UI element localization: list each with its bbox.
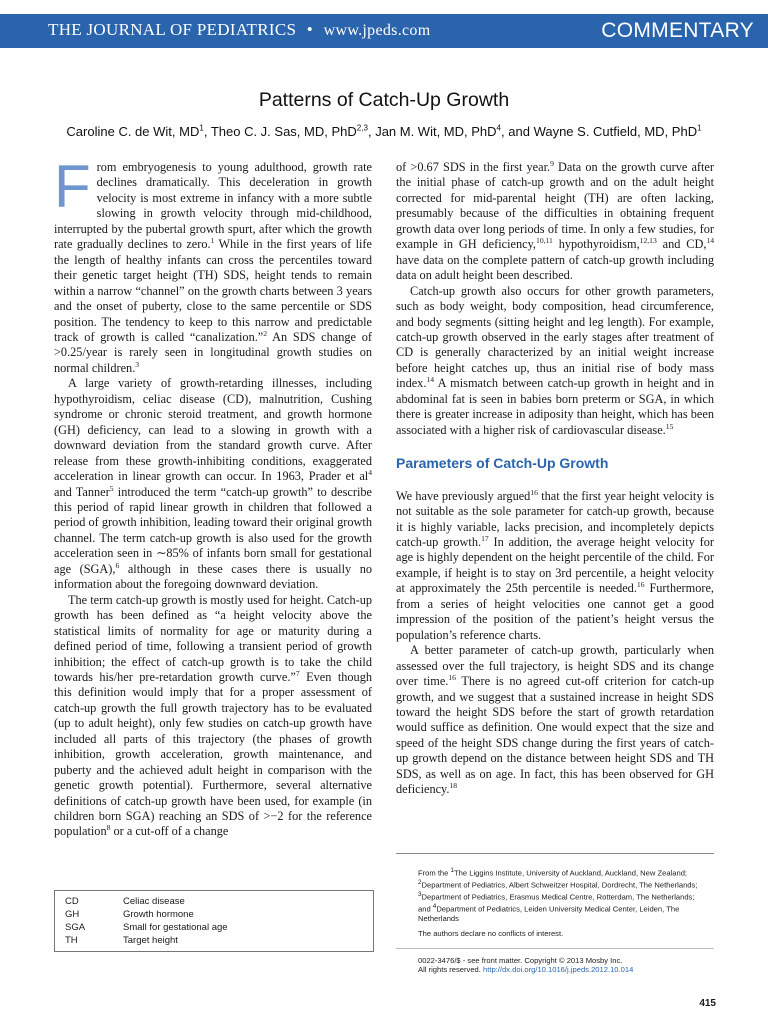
header-separator: •: [306, 20, 314, 39]
citation[interactable]: 12,13: [639, 236, 657, 246]
paragraph: [396, 160, 714, 284]
journal-initial-3: P: [196, 20, 207, 39]
text-run: The term catch-up growth is mostly used for height. Catch-up growth has been defined as “a height velocity above the statistical limits of normality for age or maturity during a defined period of time, following a transient period of growth inhibition; the effect of catch-up growth is to take the child towards his/her pre-retardation growth curve.”: [54, 592, 372, 684]
author-separator: ,: [367, 124, 376, 139]
journal-header: [48, 20, 430, 40]
author-separator: , and: [501, 124, 534, 139]
journal-url[interactable]: www.jpeds.com: [323, 22, 431, 39]
text-run: introduced the term “catch-up growth” to describe this period of rapid linear growth in children that followed a period of growth inhibition, leading toward their original growth channel. The term catch-up growth is also used for the growth acceleration seen in ∼85% of infants born small for gestational age (SGA),: [54, 484, 372, 576]
citation[interactable]: 16: [448, 672, 456, 682]
text-run: rom embryogenesis to young adulthood, growth rate declines dramatically. This deceleration in growth velocity is most extreme in infancy with a more subtle slowing in growth velocity through mid-childhood, interrupted by the pubertal growth spurt, after which the growth rate gradually declines to zero.: [54, 160, 372, 252]
affiliation-number: 1: [450, 867, 455, 874]
author-affiliation: 2,3: [356, 123, 368, 133]
author-name: Wayne S. Cutfield, MD, PhD: [533, 124, 698, 139]
author-list: [0, 124, 768, 139]
article-footnotes: [396, 853, 714, 974]
author-affiliation: 4: [496, 123, 502, 133]
affiliation-text: Department of Pediatrics, Erasmus Medical Centre, Rotterdam, The Netherlands;: [421, 892, 695, 902]
citation[interactable]: 16: [530, 487, 538, 497]
article-title: Patterns of Catch-Up Growth: [258, 89, 510, 111]
author-name: Theo C. J. Sas, MD, PhD: [210, 124, 357, 139]
affiliation-number: 2: [418, 878, 422, 886]
citation[interactable]: 9: [550, 158, 554, 168]
citation[interactable]: 6: [115, 560, 120, 570]
abbreviation-row: [55, 895, 373, 908]
abbreviation-row: [55, 921, 373, 934]
abbreviation-definition: Small for gestational age: [123, 922, 228, 933]
journal-initial-2: J: [86, 20, 94, 39]
text-run: and: [418, 904, 433, 914]
journal-rest-2: OURNAL OF: [93, 20, 197, 39]
text-run: have data on the complete pattern of catch-up growth including data on adult height been described.: [396, 252, 714, 283]
paragraph: [396, 643, 714, 798]
citation[interactable]: 14: [706, 236, 715, 246]
text-run: and CD,: [656, 237, 707, 252]
citation[interactable]: 10,11: [536, 236, 553, 246]
text-run: hypothyroidism,: [552, 237, 640, 252]
affiliation-number: 4: [432, 902, 437, 910]
abbreviation: GH: [65, 909, 80, 920]
text-run: that the first year height velocity is not suitable as the sole parameter for catch-up growth, because it is highly variable, lacks precision, and incompletely depicts catch-up growth.: [396, 488, 714, 549]
abbreviation-definition: Celiac disease: [123, 896, 185, 907]
citation[interactable]: 7: [295, 668, 300, 678]
text-run: A mismatch between catch-up growth in height and in abdominal fat is seen in babies born preterm or SGA, in which there is greater increase in adiposity than height, which has been associated with a higher risk of cardiovascular disease.: [396, 376, 714, 437]
text-run: although in these cases there is usually no information about the foregoing downward deviation.: [54, 561, 372, 592]
affiliation-text: The Liggins Institute, University of Auckland, Auckland, New Zealand;: [454, 868, 688, 878]
text-run: and Tanner: [54, 484, 110, 499]
citation[interactable]: 2: [263, 328, 268, 338]
author-name: Caroline C. de Wit, MD: [66, 124, 200, 139]
text-run: Furthermore, from a series of height velocities one cannot get a good impression of the position of the patient’s height versus the population’s reference charts.: [396, 581, 714, 642]
author-name: Jan M. Wit, MD, PhD: [375, 124, 497, 139]
citation[interactable]: 8: [106, 823, 111, 833]
page-number: 415: [699, 998, 716, 1009]
citation[interactable]: 1: [210, 236, 215, 246]
text-run: From the: [418, 868, 451, 878]
abbreviation-row: [55, 934, 373, 947]
text-run: of >0.67 SDS in the first year.: [396, 160, 551, 174]
text-run: A better parameter of catch-up growth, particularly when assessed over the full trajectory, is height SDS and its change over time.: [396, 643, 714, 689]
abbreviation: SGA: [65, 922, 86, 933]
paragraph: [54, 593, 372, 840]
citation[interactable]: 14: [426, 375, 435, 385]
citation[interactable]: 18: [449, 781, 458, 791]
text-run: An SDS change of >0.25/year is rarely seen in longitudinal growth studies on normal children.: [54, 329, 372, 375]
rights-text: All rights reserved.: [418, 964, 483, 974]
text-run: Even though this definition would imply that for a proper assessment of catch-up growth the full growth trajectory has to be evaluated (up to adult height), only few studies on catch-up growth have included all parts of this trajectory (the phases of growth inhibition, growth acceleration, growth maintenance, and puberty and the achieved adult height in comparison with the genetic growth potential). Furthermore, several alternative definitions of catch-up growth have been used, for example (in children born SGA) reaching an SDS of >−2 for the reference population: [54, 669, 373, 839]
journal-rest-1: HE: [58, 20, 87, 39]
text-run: There is no agreed cut-off criterion for catch-up growth, and we suggest that a sustained increase in height SDS toward the height SDS before the start of growth retardation would suffice as definition. One would expect that the size and speed of the height SDS change during the first years of catch-up growth depend on the distance between height SDS and TH SDS, as well as on age. In fact, this has been observed for GH deficiency.: [396, 674, 714, 797]
citation[interactable]: 4: [368, 467, 372, 477]
author-affiliation: 1: [199, 123, 204, 133]
abbreviations-box: [54, 890, 374, 952]
affiliation-number: 3: [418, 890, 422, 898]
abbreviation-definition: Target height: [123, 935, 178, 946]
abbreviation: TH: [65, 935, 78, 946]
abbreviation: CD: [65, 896, 79, 907]
copyright-block: [396, 948, 714, 975]
journal-initial-1: T: [48, 20, 59, 39]
affiliations: [396, 866, 714, 923]
text-run: We have previously argued: [396, 488, 531, 503]
citation[interactable]: 3: [135, 359, 140, 369]
journal-rest-3: EDIATRICS: [206, 20, 297, 39]
left-column: [54, 153, 373, 840]
section-heading: Parameters of Catch-Up Growth: [396, 455, 609, 472]
paragraph: [54, 376, 372, 592]
doi-link[interactable]: http://dx.doi.org/10.1016/j.jpeds.2012.10.014: [483, 964, 634, 974]
text-run: Data on the growth curve after the initial phase of catch-up growth and on the adult height corrected for mid-parental height (TH) are often lacking, presumably because of the difficulties in obtaining frequent growth data over long periods of time. In only a few studies, for example in GH deficiency,: [396, 160, 714, 252]
affiliation-text: Department of Pediatrics, Leiden University Medical Center, Leiden, The Netherlands: [418, 904, 680, 923]
drop-cap: F: [54, 153, 91, 220]
citation[interactable]: 16: [636, 580, 645, 590]
paragraph: [396, 284, 714, 439]
citation[interactable]: 5: [109, 483, 114, 493]
text-run: While in the first years of life the length of healthy infants can cross the percentiles toward their genetic target height (TH) SDS, height tends to remain within a narrow “channel” on the growth charts between 3 years and the onset of puberty, close to the same percentile or SDS position. The tendency to keep to this narrow and predictable track of growth is called “canalization.”: [54, 237, 372, 344]
conflict-declaration: The authors declare no conflicts of interest.: [418, 929, 564, 939]
author-separator: ,: [203, 124, 211, 139]
paragraph: [54, 153, 372, 376]
copyright-line: 0022-3476/$ - see front matter. Copyright © 2013 Mosby Inc.: [418, 955, 623, 965]
section-label: COMMENTARY: [601, 19, 754, 42]
right-column: [396, 160, 714, 798]
affiliation-text: Department of Pediatrics, Albert Schweitzer Hospital, Dordrecht, The Netherlands;: [421, 880, 698, 890]
author-affiliation: 1: [697, 123, 702, 133]
citation[interactable]: 15: [665, 421, 674, 431]
citation[interactable]: 17: [481, 533, 489, 543]
text-run: A large variety of growth-retarding illnesses, including hypothyroidism, celiac disease (CD), malnutrition, Cushing syndrome or chronic steroid treatment, and growth hormone (GH) deficiency, can lead to a slowing in growth with a downward deviation from the standard growth curve. After release from these growth-inhibiting conditions, exaggerated acceleration in linear growth can occur. In 1963, Prader et al: [54, 376, 372, 484]
rights-line: [418, 965, 714, 974]
text-run: Catch-up growth also occurs for other growth parameters, such as body weight, body composition, head circumference, and body segments (sitting height and leg length). For example, catch-up growth observed in the early stages after treatment of CD is generally characterized by an initial weight increase before height catches up, thus an initial rise of body mass index.: [396, 283, 714, 391]
text-run: or a cut-off of a change: [110, 824, 229, 839]
paragraph: [396, 489, 714, 644]
abbreviation-row: [55, 908, 373, 921]
abbreviation-definition: Growth hormone: [123, 909, 194, 920]
text-run: In addition, the average height velocity for age is highly dependent on the height percentile of the child. For example, if height is to stay on 3rd percentile, a height velocity at approximately the 25th percentile is needed.: [396, 534, 714, 596]
